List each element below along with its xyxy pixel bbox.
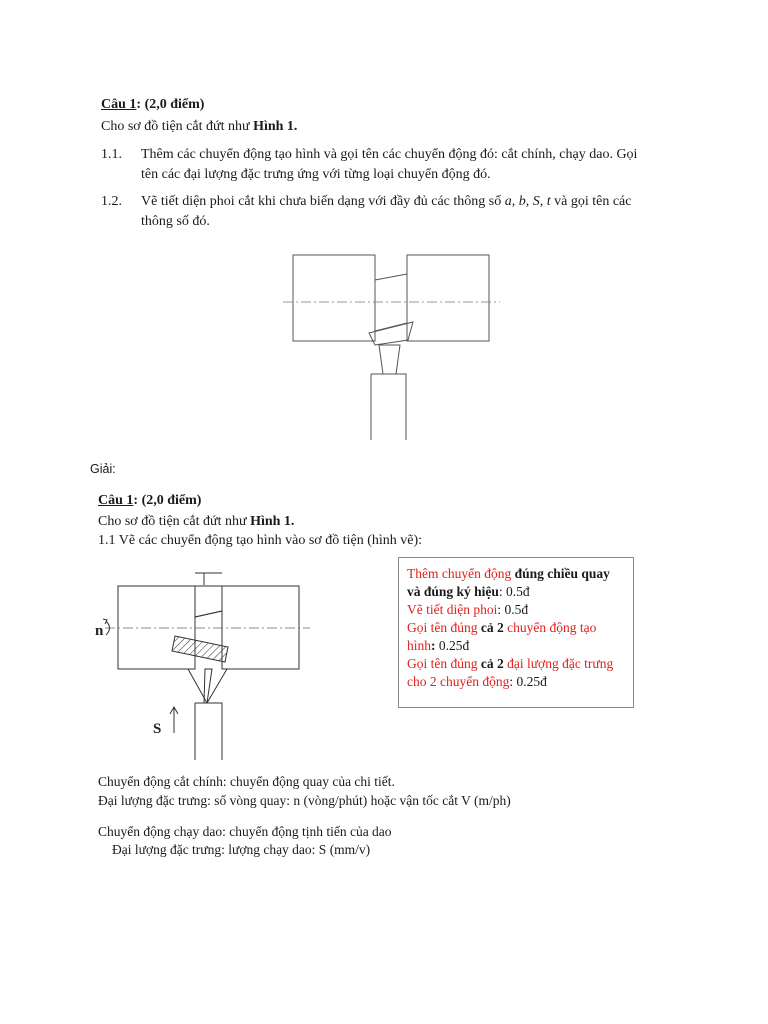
grading-text: 0.25đ bbox=[435, 638, 470, 653]
answer-line: Chuyển động cắt chính: chuyển động quay của chi tiết. bbox=[98, 774, 395, 789]
question-item-line: Thêm các chuyển động tạo hình và gọi tên các chuyển động đó: cắt chính, chạy dao. Gọi bbox=[141, 147, 638, 162]
question-title-points: : (2,0 điểm) bbox=[136, 97, 205, 112]
question-title bbox=[101, 96, 204, 114]
grading-text: Thêm chuyển động bbox=[407, 566, 515, 581]
question-title-label: Câu 1 bbox=[101, 97, 137, 112]
grading-line bbox=[407, 583, 530, 600]
tool-neck bbox=[204, 669, 212, 703]
answer-line: Đại lượng đặc trưng: lượng chạy dao: S (mm/v) bbox=[112, 842, 371, 857]
solution-heading: Giải: bbox=[90, 462, 116, 476]
question-item-line: thông số đó. bbox=[141, 214, 210, 229]
tool-shank bbox=[371, 374, 406, 440]
feed-label-s: S bbox=[153, 721, 162, 737]
grading-note-box bbox=[398, 557, 634, 708]
solution-intro bbox=[98, 513, 294, 531]
question-item-variables: a, b, S, t bbox=[504, 194, 551, 209]
grading-line bbox=[407, 673, 547, 690]
groove-line bbox=[195, 611, 222, 617]
grading-line bbox=[407, 565, 610, 582]
solution-step: 1.1 Vẽ các chuyển động tạo hình vào sơ đồ tiện (hình vẽ): bbox=[98, 533, 423, 548]
grading-text: cả 2 bbox=[480, 656, 504, 671]
groove-neck bbox=[375, 274, 407, 331]
grading-text: đại lượng đặc trưng bbox=[503, 656, 614, 671]
chip-cross-section bbox=[172, 636, 228, 662]
grading-text: Gọi tên đúng bbox=[407, 656, 481, 671]
grading-line bbox=[407, 655, 613, 672]
grading-line bbox=[407, 619, 596, 636]
question-item-line: tên các đại lượng đặc trưng ứng với từng loại chuyển động đó. bbox=[141, 167, 491, 182]
answer-line: Đại lượng đặc trưng: số vòng quay: n (vòng/phút) hoặc vận tốc cắt V (m/ph) bbox=[98, 793, 511, 808]
question-item-number: 1.2. bbox=[101, 194, 122, 209]
grading-text: cả 2 bbox=[480, 620, 504, 635]
grading-text: : 0.5đ bbox=[497, 602, 529, 617]
question-intro-text: Cho sơ đồ tiện cắt đứt như bbox=[101, 119, 254, 134]
solution-title-points: : (2,0 điểm) bbox=[133, 493, 202, 508]
question-item-line bbox=[141, 193, 631, 211]
grading-text: : 0.5đ bbox=[498, 584, 530, 599]
grading-text: : bbox=[431, 638, 436, 653]
question-item-text: và gọi tên các bbox=[550, 194, 632, 209]
grading-text: và đúng ký hiệu bbox=[407, 584, 499, 599]
answer-line: Chuyển động chạy dao: chuyển động tịnh tiến của dao bbox=[98, 824, 392, 839]
question-item-number: 1.1. bbox=[101, 147, 122, 162]
workpiece-right-block bbox=[222, 586, 299, 669]
solution-title-label: Câu 1 bbox=[98, 493, 134, 508]
grading-text: chuyển động tạo bbox=[503, 620, 597, 635]
lathe-diagram-figure-1 bbox=[270, 240, 500, 455]
grading-text: Gọi tên đúng bbox=[407, 620, 481, 635]
tool-neck bbox=[379, 345, 400, 374]
solution-figure-ref: Hình 1. bbox=[250, 514, 295, 529]
grading-text: hình bbox=[407, 638, 432, 653]
grading-line bbox=[407, 601, 528, 618]
solution-title bbox=[98, 492, 201, 510]
workpiece-left-block bbox=[293, 255, 375, 341]
grading-text: Vẽ tiết diện phoi bbox=[407, 602, 498, 617]
lathe-diagram-solution bbox=[95, 565, 310, 760]
grading-text: đúng chiều quay bbox=[514, 566, 610, 581]
grading-text: : 0.25đ bbox=[509, 674, 547, 689]
question-figure-ref: Hình 1. bbox=[253, 119, 298, 134]
question-item-text: Vẽ tiết diện phoi cắt khi chưa biến dạng với đầy đủ các thông số bbox=[141, 194, 505, 209]
question-intro bbox=[101, 118, 297, 136]
workpiece-left-block bbox=[118, 586, 195, 669]
tool-shank bbox=[195, 703, 222, 760]
solution-intro-text: Cho sơ đồ tiện cắt đứt như bbox=[98, 514, 251, 529]
rotation-label-n: n bbox=[95, 623, 104, 639]
grading-text: cho 2 chuyển động bbox=[407, 674, 510, 689]
workpiece-right-block bbox=[407, 255, 489, 341]
cutting-insert bbox=[369, 322, 413, 345]
grading-line bbox=[407, 637, 469, 654]
